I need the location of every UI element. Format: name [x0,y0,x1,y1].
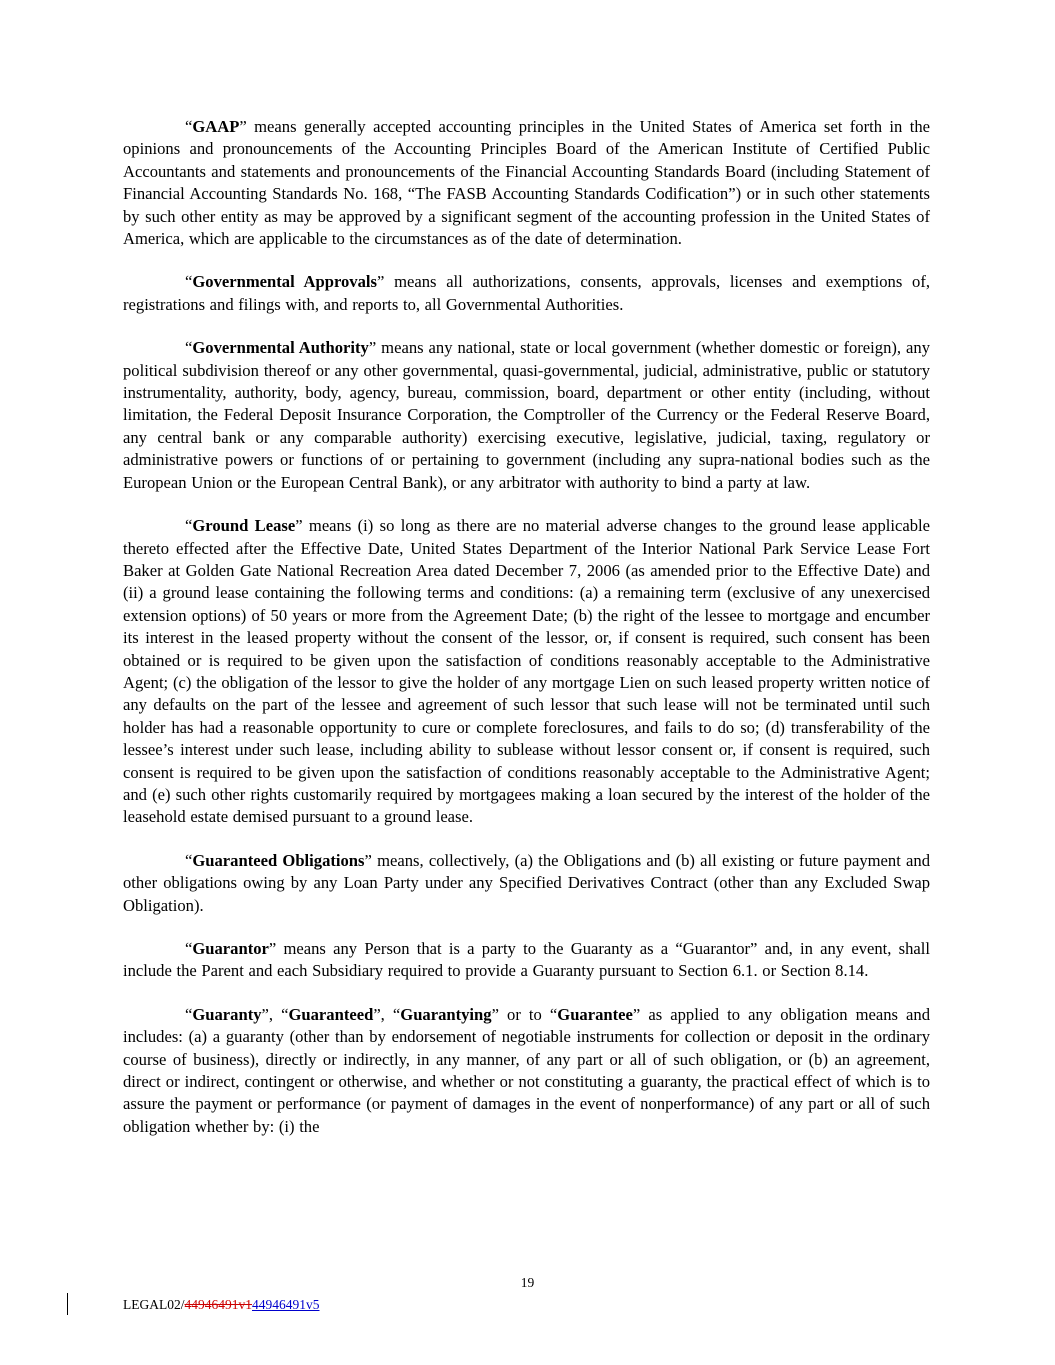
footer-deleted-revision: 44946491v1 [184,1297,252,1312]
footer-prefix: LEGAL02/ [123,1297,185,1312]
defined-term: Ground Lease [192,516,296,536]
definition-text: “ [185,272,193,292]
change-bar [67,1293,68,1315]
definition-text: ”, “ [373,1004,401,1024]
footer-document-id [123,1297,320,1313]
footer-inserted-revision: 44946491v5 [252,1297,320,1312]
page-number: 19 [520,1275,535,1290]
definition-text: ” means, collectively, (a) the Obligations and (b) all existing or future payment and other obligations owing by any Loan Party under any Specified Derivatives Contract (other than any Excluded Swap Obligation). [123,850,930,915]
definition-paragraph [123,116,930,250]
definition-paragraph [123,1004,930,1138]
definition-text: ” means any national, state or local government (whether domestic or foreign), any political subdivision thereof or any other governmental, quasi-governmental, judicial, administrative, public or statutory instrumentality, authority, body, agency, bureau, commission, board, department or other entity (including, without limitation, the Federal Deposit Insurance Corporation, the Comptroller of the Currency or the Federal Reserve Board, any central bank or any comparable authority) exercising executive, legislative, judicial, taxing, regulatory or administrative powers or functions of or pertaining to government (including any supra-national bodies such as the European Union or the European Central Bank), or any arbitrator with authority to bind a party at law. [123,338,930,492]
definition-text: “ [185,338,193,358]
document-body [123,116,930,1159]
definition-text: “ [185,850,193,870]
definition-text: “ [185,117,193,136]
definition-paragraph [123,337,930,494]
definition-text: “ [185,939,193,958]
defined-term: GAAP [192,117,240,136]
definition-text: “ [185,1004,193,1024]
defined-term: Guarantying [400,1004,492,1024]
definition-text: ”, “ [261,1004,289,1024]
definition-paragraph [123,271,930,316]
definition-text: ” or to “ [491,1004,558,1024]
defined-term: Governmental Approvals [192,272,377,292]
definition-text: ” means (i) so long as there are no material adverse changes to the ground lease applicable thereto effected after the Effective Date, United States Department of the Interior National Park Service Lease Fort Baker at Golden Gate National Recreation Area dated December 7, 2006 (as amended prior to the Effective Date) and (ii) a ground lease containing the following terms and conditions: (a) a remaining term (exclusive of any unexercised extension options) of 50 years or more from the Agreement Date; (b) the right of the lessee to mortgage and encumber its interest in the leased property without the consent of the lessor, or, if consent is required, such consent has been obtained or is required to be given upon the satisfaction of conditions reasonably acceptable to the Administrative Agent; (c) the obligation of the lessor to give the holder of any mortgage Lien on such leased property written notice of any defaults on the part of the lessee and agreement of such lessor that such lease will not be terminated until such holder has had a reasonable opportunity to cure or complete foreclosures, and fails to do so; (d) transferability of the lessee’s interest under such lease, including ability to sublease without lessor consent or, if consent is required, such consent is required to be given upon the satisfaction of conditions reasonably acceptable to the Administrative Agent; and (e) such other rights customarily required by mortgagees making a loan secured by the interest of the holder of the leasehold estate demised pursuant to a ground lease. [123,516,930,827]
defined-term: Guaranteed Obligations [192,850,365,870]
definition-text: ” means all authorizations, consents, approvals, licenses and exemptions of, registrations and filings with, and reports to, all Governmental Authorities. [123,272,930,314]
definition-paragraph [123,515,930,829]
defined-term: Governmental Authority [192,338,369,358]
definition-text: “ [185,516,193,536]
defined-term: Guaranty [192,1004,262,1024]
definition-paragraph [123,938,930,983]
defined-term: Guarantee [557,1004,633,1024]
defined-term: Guarantor [192,939,269,958]
definition-paragraph [123,850,930,917]
defined-term: Guaranteed [288,1004,374,1024]
definition-text: ” as applied to any obligation means and includes: (a) a guaranty (other than by endorsement of negotiable instruments for collection or deposit in the ordinary course of business), directly or indirectly, in any manner, of any part or all of such obligation, or (b) an agreement, direct or indirect, contingent or otherwise, and whether or not constituting a guaranty, the practical effect of which is to assure the payment or performance (or payment of damages in the event of nonperformance) of any part or all of such obligation whether by: (i) the [123,1004,931,1136]
definition-text: ” means generally accepted accounting principles in the United States of America set forth in the opinions and pronouncements of the Accounting Principles Board of the American Institute of Certified Public Accountants and statements and pronouncements of the Financial Accounting Standards Board (including Statement of Financial Accounting Standards No. 168, “The FASB Accounting Standards Codification”) or in such other statements by such other entity as may be approved by a significant segment of the accounting profession in the United States of America, which are applicable to the circumstances as of the date of determination. [123,117,930,249]
definition-text: ” means any Person that is a party to the Guaranty as a “Guarantor” and, in any event, shall include the Parent and each Subsidiary required to provide a Guaranty pursuant to Section 6.1. or Section 8.14. [123,939,930,981]
